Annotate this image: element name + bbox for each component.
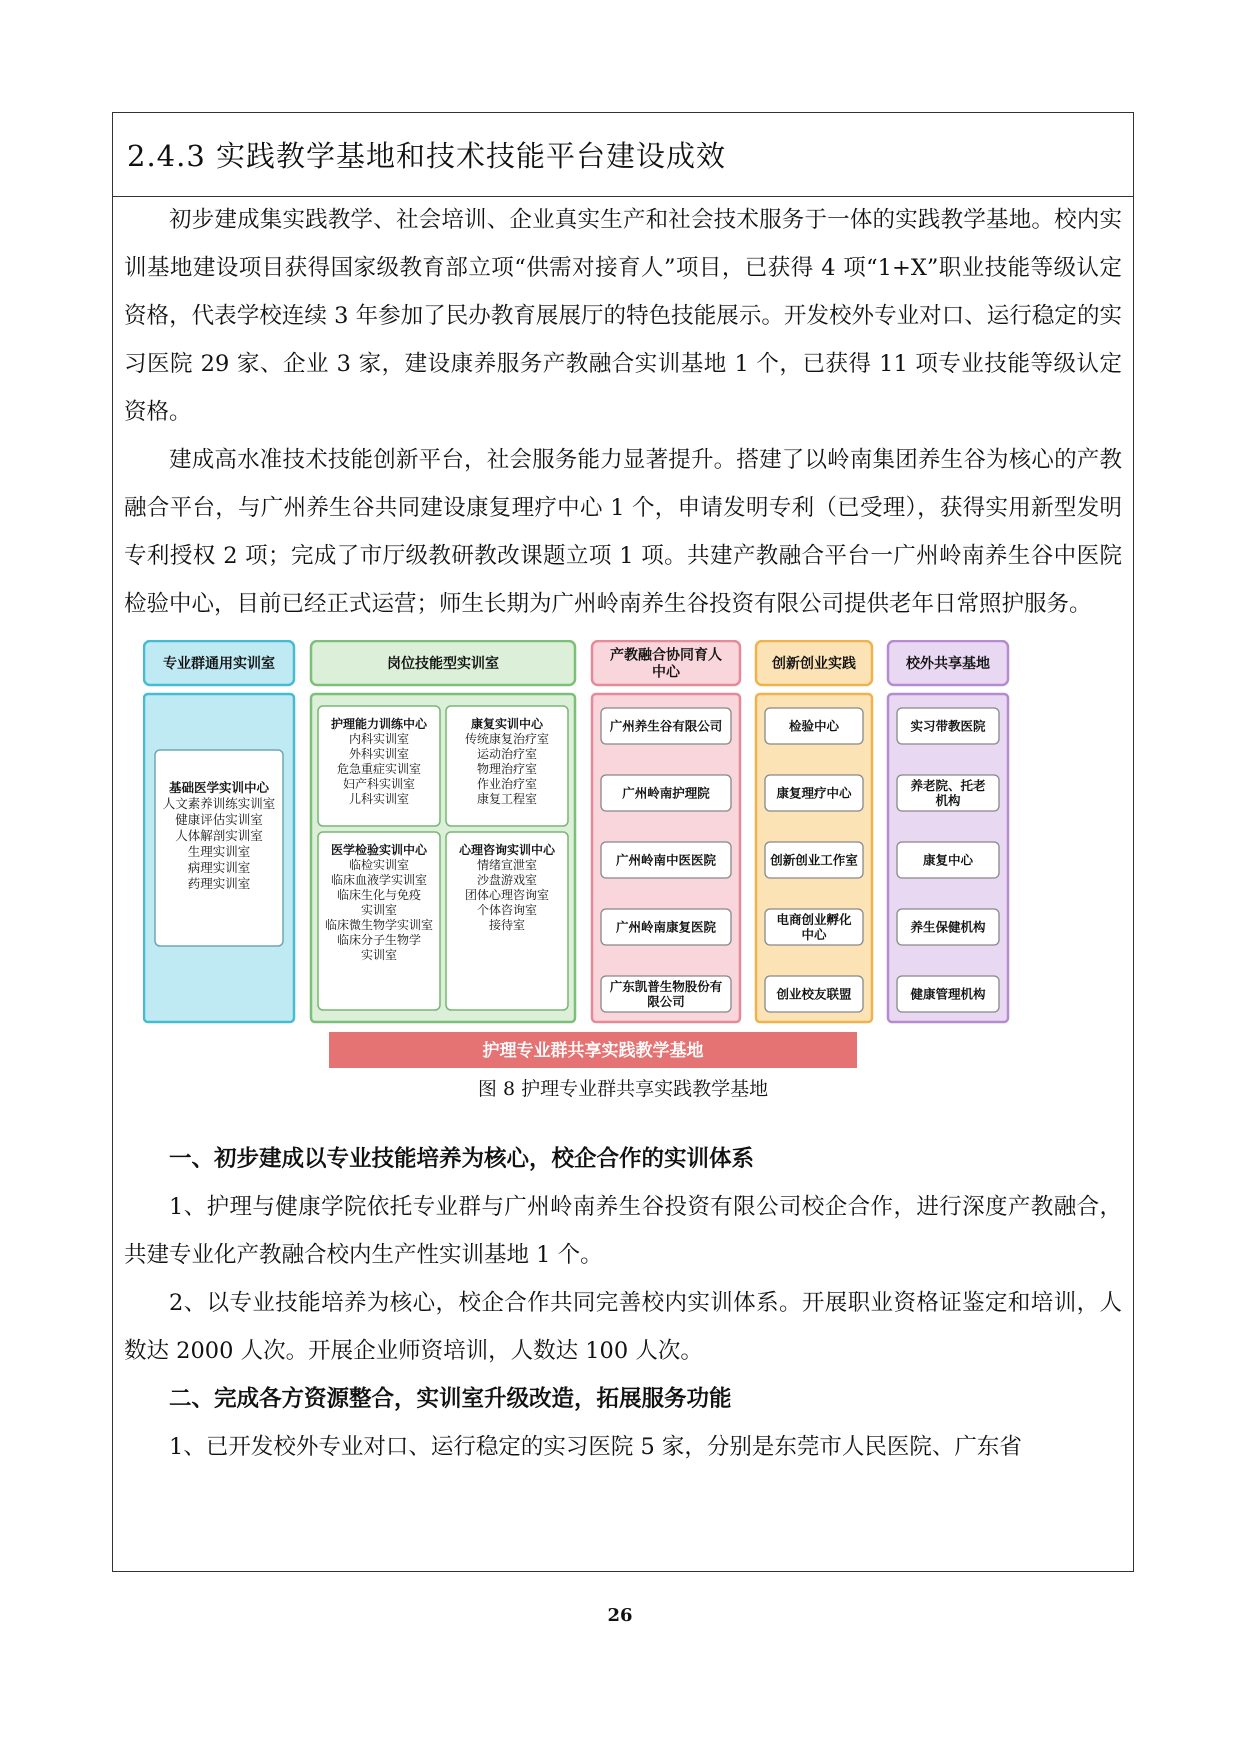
- inner-box-label: 康复中心: [922, 852, 974, 868]
- banner-text: 护理专业群共享实践教学基地: [482, 1041, 704, 1061]
- section-title: 2.4.3 实践教学基地和技术技能平台建设成效: [127, 139, 727, 173]
- inner-box-item: 个体咨询室: [476, 903, 538, 917]
- heading-2: 二、完成各方资源整合，实训室升级改造，拓展服务功能: [169, 1386, 732, 1412]
- inner-box-item: 实训室: [360, 903, 398, 917]
- inner-box-label: 限公司: [647, 994, 685, 1009]
- inner-box-item: 病理实训室: [187, 860, 251, 875]
- inner-box-title: 心理咨询实训中心: [458, 843, 556, 857]
- inner-box-item: 儿科实训室: [348, 792, 410, 806]
- column-header-text: 校外共享基地: [906, 656, 990, 673]
- inner-box-item: 人文素养训练实训室: [162, 796, 276, 811]
- page-number: 26: [607, 1605, 633, 1626]
- title-row: [113, 113, 1133, 197]
- list1-item-2: 2、以专业技能培养为核心，校企合作共同完善校内实训体系。开展职业资格证鉴定和培训，人数达 2000 人次。开展企业师资培训，人数达 100 人次。: [124, 1290, 1122, 1364]
- column-header-text: 产教融合协同育人: [610, 647, 722, 664]
- inner-box-item: 临检实训室: [348, 858, 410, 872]
- inner-box-item: 内科实训室: [348, 732, 410, 746]
- list2-item-1: 1、已开发校外专业对口、运行稳定的实习医院 5 家，分别是东莞市人民医院、广东省: [169, 1434, 1022, 1460]
- inner-box-label: 创新创业工作室: [770, 852, 858, 868]
- inner-box-item: 健康评估实训室: [175, 812, 263, 827]
- column-header-text: 创新创业实践: [772, 656, 856, 673]
- inner-box-label: 健康管理机构: [910, 986, 986, 1002]
- inner-box-label: 广州岭南中医医院: [615, 852, 717, 868]
- inner-box-label: 广州岭南护理院: [622, 785, 710, 801]
- inner-box-item: 运动治疗室: [476, 747, 538, 761]
- list1-item-1: 1、护理与健康学院依托专业群与广州岭南养生谷投资有限公司校企合作，进行深度产教融合，共建专业化产教融合校内生产性实训基地 1 个。: [124, 1194, 1122, 1268]
- inner-box-label: 检验中心: [788, 718, 840, 734]
- inner-box-item: 危急重症实训室: [336, 762, 422, 776]
- inner-box-item: 情绪宣泄室: [476, 858, 538, 872]
- inner-box-title: 护理能力训练中心: [330, 717, 428, 731]
- content-area: [124, 196, 1122, 1471]
- column-header-text: 中心: [652, 664, 680, 681]
- inner-box-label: 实习带教医院: [910, 718, 986, 734]
- inner-box-item: 作业治疗室: [476, 777, 538, 791]
- inner-box-label: 养生保健机构: [910, 919, 986, 935]
- inner-box-item: 团体心理咨询室: [464, 888, 550, 902]
- inner-box-label: 电商创业孵化: [776, 912, 852, 927]
- inner-box-label: 广州岭南康复医院: [615, 919, 717, 935]
- inner-box-item: 外科实训室: [348, 747, 410, 761]
- figure-caption: 图 8 护理专业群共享实践教学基地: [477, 1078, 769, 1100]
- inner-box-item: 临床生化与免疫: [336, 888, 422, 902]
- practice-base-diagram: [143, 640, 1103, 1070]
- inner-box-item: 临床分子生物学: [336, 933, 422, 947]
- inner-box-item: 康复工程室: [476, 792, 538, 806]
- inner-box-item: 人体解剖实训室: [175, 828, 263, 843]
- inner-box-item: 物理治疗室: [476, 762, 538, 776]
- inner-box-label: 养老院、托老: [910, 778, 986, 793]
- inner-box-item: 生理实训室: [187, 844, 251, 859]
- inner-box-label: 康复理疗中心: [776, 785, 852, 801]
- inner-box-label: 广州养生谷有限公司: [609, 718, 723, 734]
- inner-box-item: 接待室: [488, 918, 526, 932]
- inner-box-item: 妇产科实训室: [342, 777, 416, 791]
- inner-box-title: 基础医学实训中心: [168, 780, 270, 795]
- inner-box-item: 临床微生物学实训室: [324, 918, 434, 932]
- inner-box-title: 医学检验实训中心: [330, 843, 428, 857]
- inner-box-title: 康复实训中心: [470, 717, 544, 731]
- inner-box-item: 传统康复治疗室: [464, 732, 550, 746]
- diagram-svg: [143, 640, 1103, 1070]
- paragraph-1: 初步建成集实践教学、社会培训、企业真实生产和社会技术服务于一体的实践教学基地。校内实训基地建设项目获得国家级教育部立项“供需对接育人”项目，已获得 4 项“1+X”职业技能等级认定资格，代表学校连续 3 年参加了民办教育展展厅的特色技能展示。开发校外专业对口、运行稳定的实习医院 29 家、企业 3 家，建设康养服务产教融合实训基地 1 个，已获得 11 项专业技能等级认定资格。: [124, 207, 1122, 425]
- inner-box-label: 创业校友联盟: [776, 986, 852, 1002]
- paragraph-2: 建成高水准技术技能创新平台，社会服务能力显著提升。搭建了以岭南集团养生谷为核心的产教融合平台，与广州养生谷共同建设康复理疗中心 1 个，申请发明专利（已受理），获得实用新型发明专利授权 2 项；完成了市厅级教研教改课题立项 1 项。共建产教融合平台一广州岭南养生谷中医院检验中心，目前已经正式运营；师生长期为广州岭南养生谷投资有限公司提供老年日常照护服务。: [124, 447, 1122, 617]
- inner-box-item: 临床血液学实训室: [330, 873, 428, 887]
- heading-1: 一、初步建成以专业技能培养为核心，校企合作的实训体系: [169, 1146, 755, 1172]
- inner-box-label: 广东凯普生物股份有: [609, 979, 723, 994]
- inner-box-item: 实训室: [360, 948, 398, 962]
- column-header-text: 专业群通用实训室: [163, 656, 275, 673]
- inner-box-item: 沙盘游戏室: [476, 873, 538, 887]
- inner-box-item: 药理实训室: [187, 876, 251, 891]
- inner-box-label: 机构: [935, 793, 961, 808]
- inner-box-label: 中心: [801, 927, 827, 942]
- column-header-text: 岗位技能型实训室: [387, 656, 499, 673]
